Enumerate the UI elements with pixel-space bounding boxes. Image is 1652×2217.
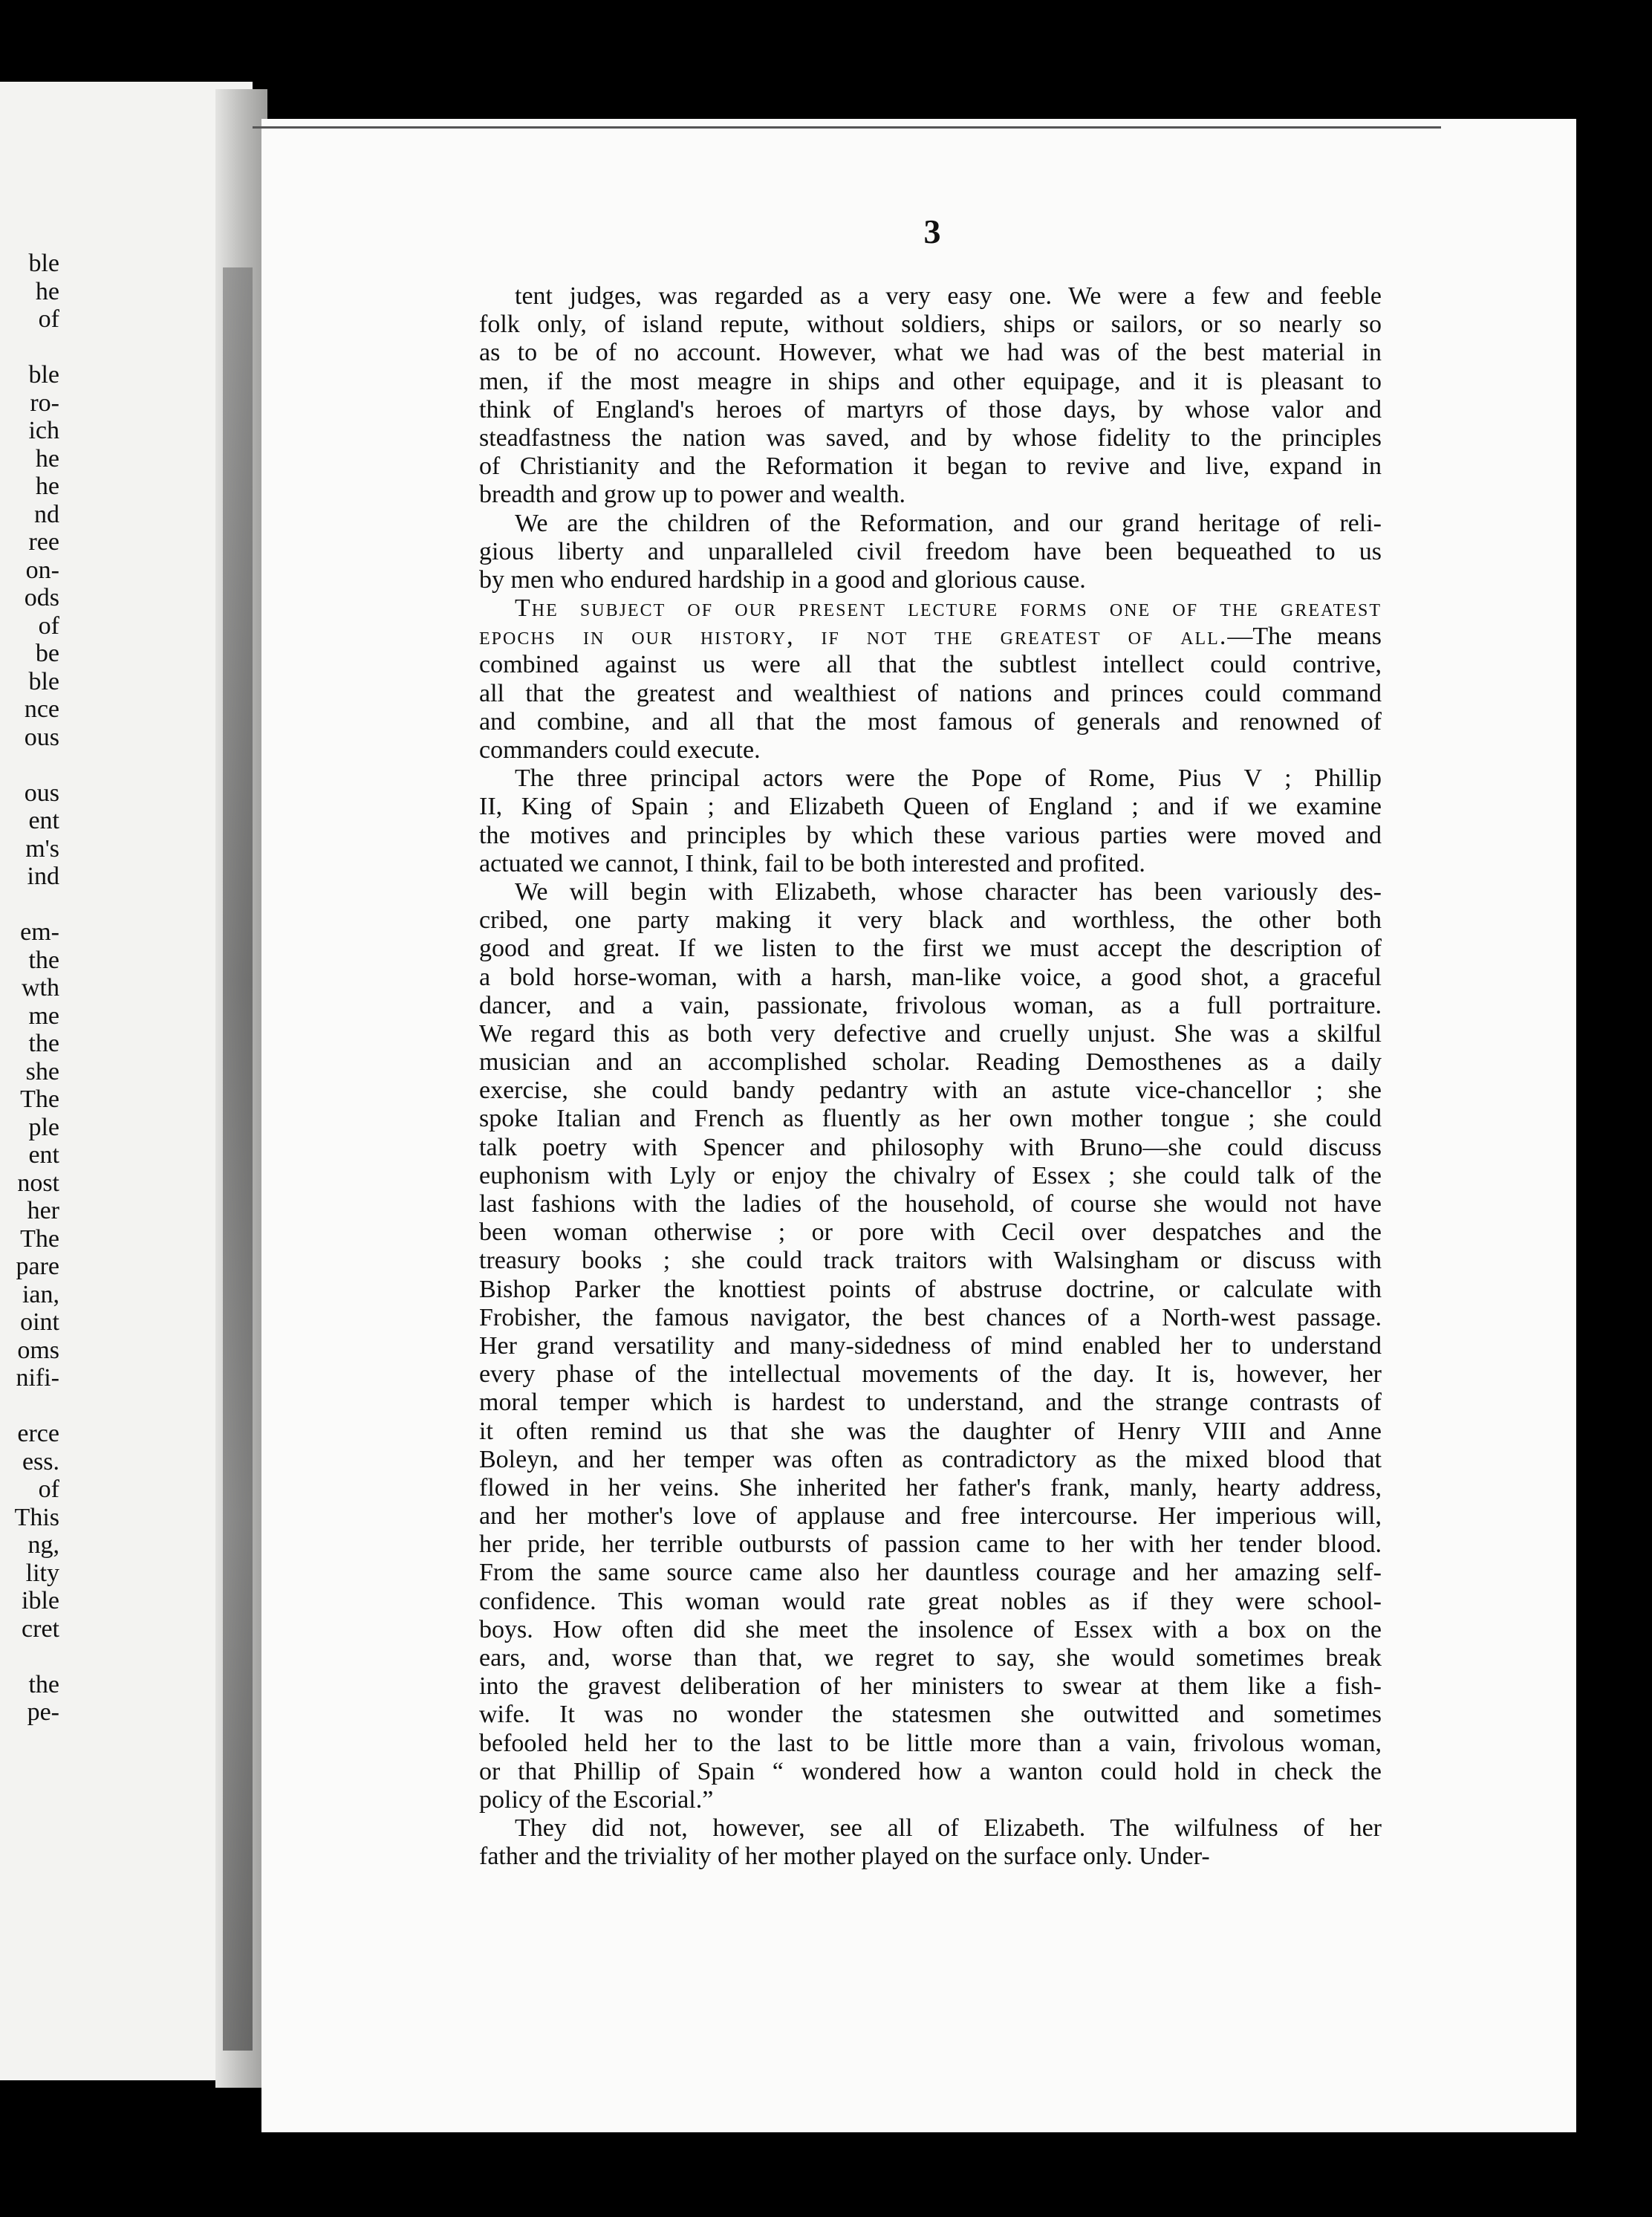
left-fragment-line: ible [22, 1587, 59, 1614]
paragraph [479, 594, 1382, 765]
text-line: euphonism with Lyly or enjoy the chivalry of Essex ; she could talk of the [479, 1161, 1382, 1189]
left-fragment-line: he [35, 277, 59, 305]
text-line: They did not, however, see all of Elizabeth. The wilfulness of her [515, 1814, 1382, 1843]
left-fragment-line [0, 891, 59, 919]
left-fragment-line: wth [22, 974, 59, 1002]
paragraph [479, 878, 1382, 1814]
left-fragment-line: nce [24, 695, 59, 723]
left-fragment-line: ree [28, 528, 59, 556]
text-line: and her mother's love of applause and free intercourse. Her imperious will, [479, 1502, 1382, 1531]
left-fragment-line: nifi- [16, 1364, 59, 1392]
text-line: think of England's heroes of martyrs of those days, by whose valor and [479, 395, 1382, 423]
left-fragment-line: ich [28, 417, 59, 444]
left-fragment-line [0, 751, 59, 779]
left-fragment-line: pare [16, 1253, 59, 1280]
text-line: and combine, and all that the most famous of generals and renowned of [479, 707, 1382, 736]
text-line: befooled held her to the last to be little more than a vain, frivolous woman, [479, 1729, 1382, 1757]
text-line: Boleyn, and her temper was often as contradictory as the mixed blood that [479, 1445, 1382, 1473]
text-line: into the gravest deliberation of her ministers to swear at them like a fish- [479, 1672, 1382, 1701]
left-fragment-line: she [25, 1057, 59, 1085]
left-fragment-line: The [20, 1085, 59, 1113]
text-line: policy of the Escorial.” [479, 1785, 714, 1814]
left-fragment-line: he [35, 444, 59, 473]
text-line: it often remind us that she was the daughter of Henry VIII and Anne [479, 1417, 1382, 1445]
text-line: folk only, of island repute, without soldiers, ships or sailors, or so nearly so [479, 311, 1382, 339]
text-line: We are the children of the Reformation, and our grand heritage of reli- [515, 509, 1382, 537]
text-line: father and the triviality of her mother played on the surface only. Under- [479, 1843, 1210, 1871]
left-fragment-line: the [28, 1030, 59, 1057]
left-fragment-line: ian, [22, 1280, 59, 1308]
left-page-text-fragment [0, 250, 59, 1727]
left-fragment-line: ind [27, 863, 59, 890]
text-line: We will begin with Elizabeth, whose character has been variously des- [515, 877, 1382, 906]
text-line: been woman otherwise ; or pore with Cecil over despatches and the [479, 1218, 1382, 1247]
left-fragment-line: ble [28, 250, 59, 277]
text-line: moral temper which is hardest to understand, and the strange contrasts of [479, 1389, 1382, 1417]
text-line: good and great. If we listen to the first we must accept the description of [479, 935, 1382, 963]
text-line: a bold horse-woman, with a harsh, man-like voice, a good shot, a graceful [479, 963, 1382, 991]
left-fragment-line: her [27, 1197, 59, 1224]
page-number: 3 [923, 212, 941, 250]
text-line: every phase of the intellectual movements of the day. It is, however, her [479, 1360, 1382, 1389]
left-fragment-line [0, 1392, 59, 1421]
gutter-shadow [223, 267, 253, 2051]
paragraph [479, 1814, 1382, 1871]
left-fragment-line: oms [17, 1336, 59, 1364]
left-fragment-line: pe- [27, 1698, 59, 1726]
left-fragment-line: be [35, 640, 59, 667]
small-caps-heading-text: The subject of our present lecture forms one of the greatest [515, 594, 1382, 623]
text-line: treasury books ; she could track traitors with Walsingham or discuss with [479, 1247, 1382, 1275]
text-line: talk poetry with Spencer and philosophy with Bruno—she could discuss [479, 1133, 1382, 1161]
left-fragment-line: ous [24, 723, 59, 751]
left-fragment-line: The [20, 1224, 59, 1253]
left-fragment-line: me [28, 1002, 59, 1030]
text-line: musician and an accomplished scholar. Reading Demosthenes as a daily [479, 1048, 1382, 1077]
left-fragment-line: ble [28, 361, 59, 389]
left-fragment-line: ent [28, 807, 59, 834]
left-fragment-line: of [38, 611, 59, 640]
left-fragment-line: This [14, 1503, 59, 1531]
left-fragment-line: nd [34, 500, 59, 528]
left-fragment-line: on- [25, 556, 59, 584]
left-fragment-line: lity [25, 1559, 59, 1587]
small-caps-heading-text: epochs in our history, if not the greatest of all. [479, 623, 1228, 651]
text-line: Bishop Parker the knottiest points of abstruse doctrine, or calculate with [479, 1275, 1382, 1303]
text-line: actuated we cannot, I think, fail to be both interested and profited. [479, 849, 1145, 877]
left-fragment-line: ple [28, 1113, 59, 1141]
text-line: boys. How often did she meet the insolence of Essex with a box on the [479, 1615, 1382, 1643]
text-line: We regard this as both very defective and cruelly unjust. She was a skilful [479, 1019, 1382, 1048]
left-fragment-line: ent [28, 1141, 59, 1169]
left-fragment-line: of [38, 1476, 59, 1503]
text-line: steadfastness the nation was saved, and by whose fidelity to the principles [479, 423, 1382, 452]
text-line: men, if the most meagre in ships and other equipage, and it is pleasant to [479, 367, 1382, 395]
text-line: or that Phillip of Spain “ wondered how a wanton could hold in check the [479, 1757, 1382, 1785]
left-fragment-line: of [38, 305, 59, 333]
left-fragment-line [0, 334, 59, 362]
text-line: gious liberty and unparalleled civil freedom have been bequeathed to us [479, 537, 1382, 565]
text-line: commanders could execute. [479, 736, 761, 764]
paragraph [479, 510, 1382, 595]
left-fragment-line: ble [28, 667, 59, 695]
paragraph [479, 765, 1382, 878]
text-line: her pride, her terrible outbursts of passion came to her with her tender blood. [479, 1531, 1382, 1559]
left-fragment-line: the [28, 1670, 59, 1698]
text-line: Frobisher, the famous navigator, the best chances of a North-west passage. [479, 1303, 1382, 1331]
left-fragment-line: m's [25, 834, 59, 863]
text-line: flowed in her veins. She inherited her father's frank, manly, hearty address, [479, 1473, 1382, 1502]
left-fragment-line: ess. [22, 1447, 59, 1476]
text-line: The three principal actors were the Pope of Rome, Pius V ; Phillip [515, 765, 1382, 793]
left-fragment-line: the [28, 946, 59, 974]
text-line: by men who endured hardship in a good and glorious cause. [479, 565, 1086, 594]
page-edge-rule [253, 126, 1441, 129]
left-fragment-line: em- [20, 918, 59, 946]
left-fragment-line: nost [17, 1169, 59, 1197]
text-line: Her grand versatility and many-sidedness of mind enabled her to understand [479, 1331, 1382, 1360]
text-line: dancer, and a vain, passionate, frivolous woman, as a full portraiture. [479, 991, 1382, 1019]
left-fragment-line [0, 1643, 59, 1671]
left-fragment-line: ng, [27, 1531, 59, 1559]
left-fragment-line: ous [24, 779, 59, 807]
text-line: breadth and grow up to power and wealth. [479, 481, 906, 509]
text-continuation: —The means [1227, 623, 1382, 651]
text-line [479, 623, 1382, 651]
left-fragment-line: erce [17, 1420, 59, 1447]
text-line: all that the greatest and wealthiest of nations and princes could command [479, 679, 1382, 707]
text-line: cribed, one party making it very black and worthless, the other both [479, 906, 1382, 935]
left-fragment-line: ods [24, 584, 59, 611]
text-line: From the same source came also her dauntless courage and her amazing self- [479, 1559, 1382, 1587]
body-text [479, 282, 1382, 1872]
left-fragment-line: cret [22, 1614, 59, 1643]
left-fragment-line: he [35, 473, 59, 500]
text-line: spoke Italian and French as fluently as her own mother tongue ; she could [479, 1105, 1382, 1133]
text-line [479, 594, 1382, 623]
text-line: the motives and principles by which these various parties were moved and [479, 821, 1382, 849]
text-line: as to be of no account. However, what we had was of the best material in [479, 339, 1382, 367]
text-line: tent judges, was regarded as a very easy one. We were a few and feeble [515, 282, 1382, 310]
text-line: of Christianity and the Reformation it began to revive and live, expand in [479, 452, 1382, 481]
text-line: ears, and, worse than that, we regret to say, she would sometimes break [479, 1644, 1382, 1672]
paragraph [479, 282, 1382, 510]
left-fragment-line: oint [20, 1308, 59, 1336]
left-fragment-line: ro- [30, 389, 59, 417]
text-line: confidence. This woman would rate great nobles as if they were school- [479, 1587, 1382, 1615]
text-line: combined against us were all that the subtlest intellect could contrive, [479, 651, 1382, 679]
text-line: exercise, she could bandy pedantry with an astute vice-chancellor ; she [479, 1077, 1382, 1105]
text-line: last fashions with the ladies of the household, of course she would not have [479, 1190, 1382, 1218]
text-line: wife. It was no wonder the statesmen she outwitted and sometimes [479, 1701, 1382, 1729]
text-line: II, King of Spain ; and Elizabeth Queen of England ; and if we examine [479, 793, 1382, 821]
